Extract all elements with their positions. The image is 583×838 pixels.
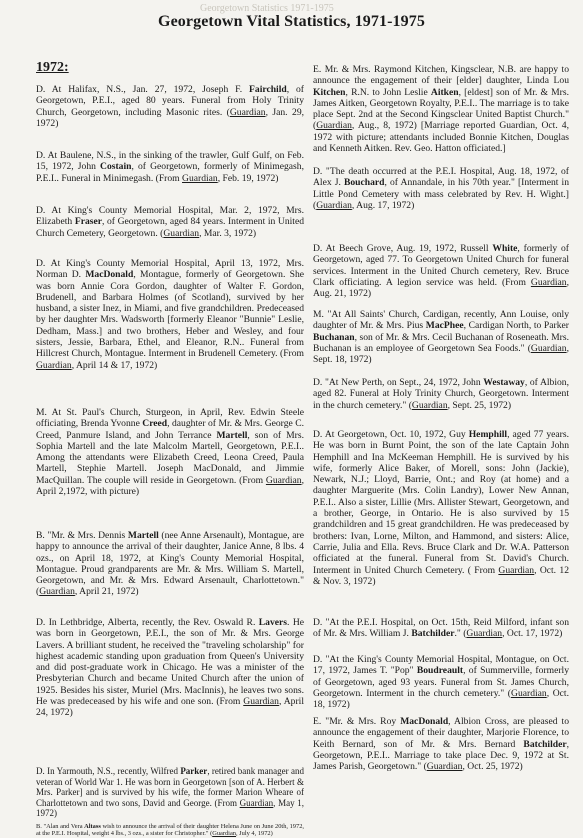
surname: MacDonald (400, 716, 449, 727)
source-name: Guardian (212, 830, 236, 838)
entry-text: , Albion Cross, are pleased to announce the engagement of their daughter, Marjorie Florence, to Keith Bernard, son of Mr. & Mrs. Bernard (313, 716, 569, 750)
source-name: Guardian (163, 227, 200, 239)
entry-text: , Mar. 3, 1972) (199, 227, 257, 239)
entry-text: , Oct. 17, 1972) (502, 628, 563, 640)
entry-westaway (313, 377, 569, 411)
entry-text: wish to announce the arrival of their daughter Helena June on June 20th, 1972, at the P.E.I. Hospital, weight 4 lbs., 3 ozs., a sister for Christopher." ( (36, 823, 304, 838)
entry-text: , formerly of Georgetown, aged 77. To Georgetown United Church for funeral services. Interment in the United Church cemetery, Rev. Bruce Clark officiating. A legion service was held. (From (313, 243, 569, 288)
entry-batchilder (313, 617, 569, 640)
year-heading: 1972: (36, 60, 69, 75)
entry-text: , Aug. 21, 1972) (313, 276, 569, 300)
entry-text: D. "At the P.E.I. Hospital, on Oct. 15th, Reid Milford, infant son of Mr. & Mrs. William J. (313, 617, 569, 640)
entry-text: D. At King's County Memorial Hospital, Mar. 2, 1972, Mrs. Elizabeth (36, 205, 304, 228)
source-name: Guardian (316, 199, 352, 211)
entry-macdonald-2 (313, 716, 569, 772)
entry-fraser (36, 205, 304, 239)
entry-text: , of Albion, aged 82. Funeral at Holy Trinity Church, Georgetown. Interment in the church cemetery." ( (313, 377, 569, 411)
surname: Batchilder (523, 738, 567, 750)
entry-kitchen (313, 64, 569, 154)
entry-text: D. At Halifax, N.S., Jan. 27, 1972, Joseph F. (36, 84, 250, 95)
surname: Lavers (258, 617, 288, 628)
entry-boudreault (313, 654, 569, 710)
entry-text: D. In Yarmouth, N.S., recently, Wilfred (36, 766, 181, 776)
entry-text: , Montague, formerly of Georgetown. She was born Annie Cora Gordon, daughter of Walter F. Gordon, Brudenell, and Barbara Holmes (of Scotland), survived by her husband, a sister Inez, in Miami, and five grandchildren. Predeceased by her daughter Mrs. Wadsworth [formerly Eleanor "Bunnie" Leslie, Dedham, Mass.] and two brothers, Heber and Wesley, and four sisters, Jessie, Barbara, Ethel, and Eleanor, R.N.. Funeral from Hillcrest Church, Montague. Interment in Brudenell Cemetery. (From (36, 269, 305, 360)
entry-text: B. "Alan and Vera (36, 823, 85, 830)
entry-text: D. "At the King's County Memorial Hospital, Montague, on Oct. 17, 1972, James T. "Pop" (313, 654, 569, 677)
entry-text: , of Summerville, formerly of Georgetown, aged 93 years. Funeral from St. James Church, Georgetown. Interment in the church cemetery." ( (313, 665, 569, 699)
bleed-through-header: Georgetown Statistics 1971-1975 (200, 3, 334, 14)
surname: Altass (84, 823, 101, 830)
surname: MacDonald (85, 269, 134, 281)
surname: Fairchild (249, 84, 287, 95)
entry-text: , April 24, 1972) (36, 696, 304, 719)
entry-text: , son of Mr. & Mrs. Cecil Buchanan of Roseneath. Mrs. Buchanan is an employee of Georgetown Sea Foods." ( (313, 331, 569, 354)
entry-text: , April 2,1972, with picture) (36, 474, 304, 498)
entry-creed-martell (36, 407, 304, 497)
entry-text: D. "The death occurred at the P.E.I. Hospital, Aug. 18, 1972, of Alex J. (313, 166, 569, 189)
surname: Martell (127, 530, 159, 541)
entry-text: (nee Anne Arsenault), Montague, are happy to announce the arrival of their daughter, Janice Anne, 8 lbs. 4 ozs., on April 18, 1972, at King's County Memorial Hospital, Montague. Proud grandparents are Mr. & Mrs. William S. Martell, Georgetown, and Mr. & Mrs. Edward Arsenault, Charlottetown." ( (36, 530, 304, 598)
entry-text: ." ( (454, 628, 467, 640)
entry-martell-birth (36, 530, 304, 598)
entry-text: , April 21, 1972) (74, 586, 139, 598)
entry-text: , Sept. 18, 1972) (313, 342, 569, 366)
source-name: Guardian (36, 359, 72, 371)
entry-text: , of Georgetown, aged 84 years. Interment in United Church Cemetery, Georgetown. ( (36, 216, 305, 239)
entry-text: M. At St. Paul's Church, Sturgeon, in April, Rev. Edwin Steele officiating, Brenda Yvonne (36, 407, 304, 430)
surname: Westaway (483, 377, 525, 388)
source-name: Guardian (511, 687, 547, 699)
entry-text: E. "Mr. & Mrs. Roy (313, 716, 401, 727)
entry-text: , Oct. 25, 1972) (462, 761, 523, 773)
source-name: Guardian (229, 106, 266, 118)
source-name: Guardian (466, 628, 503, 640)
entry-text: , Georgetown, P.E.I.. Marriage to take place Dec. 9, 1972 at St. James Parish, Georgetown." ( (313, 738, 569, 773)
entry-text: , of Georgetown, P.E.I., aged 80 years. Funeral from Holy Trinity Church, Georgetown, including Masonic rites. ( (36, 84, 304, 118)
entry-lavers (36, 617, 304, 719)
entry-text: , son of Mrs. Sophia Martell and the late Malcolm Martell, Georgetown, P.E.I.. Among the attendants were Elizabeth Creed, Leona Creed, Paula Martell, Stephie Martell. Joseph MacDonald, and Jimmie MacQuillan. The couple will reside in Georgetown. (From (36, 429, 304, 486)
entry-costain (36, 150, 304, 184)
source-name: Guardian (426, 761, 463, 773)
source-name: Guardian (182, 172, 218, 184)
entry-text: , Cardigan North, to Parker (463, 320, 569, 332)
entry-text: , Sept. 25, 1972) (447, 399, 512, 411)
entry-text: D. In Lethbridge, Alberta, recently, the Rev. Oswald R. (36, 617, 259, 628)
surname: Kitchen (313, 86, 346, 98)
entry-macphee (313, 309, 569, 365)
source-name: Guardian (411, 399, 448, 411)
source-name: Guardian (498, 564, 535, 576)
entry-text: , daughter of Mr. & Mrs. George C. Creed, Panmure Island, and John Terrance (36, 418, 304, 441)
surname: Batchilder (411, 628, 455, 640)
entry-text: D. At Beech Grove, Aug. 19, 1972, Russell (313, 243, 493, 254)
entry-text: , [eldest] son of Mr. & Mrs. James Aitken, Georgetown Royalty, P.E.I.. The marriage is to take place Sept. 2nd at the Second Kingsclear United Baptist Church." ( (313, 86, 569, 132)
entry-text: , May 1, 1972) (36, 797, 304, 819)
surname: Boudreault (416, 665, 464, 677)
source-name: Guardian (316, 120, 352, 132)
surname: Hemphill (468, 429, 508, 440)
entry-text: , Oct. 18, 1972) (313, 687, 569, 711)
entry-text: , R.N. to John Leslie (345, 86, 431, 98)
entry-hemphill (313, 429, 569, 587)
surname: Buchanan (313, 331, 355, 343)
entry-text: , aged 77 years. He was born in Burnt Point, the son of the late Captain John Hemphill and Ina McKeeman Hemphill. He is survived by his wife, formerly Alice Baker, of Morell, sons: John (Jackie), Newark, N.J.; Lloyd, Barrie, Ont.; and Roy (at home) and a daughter Marguerite (Mrs. Colin Landry), Lower New Annan, P.E.I.. Also a sister, Lillie (Mrs. Allister Stewart, Georgetown, and a brother, George, in Ontario. He is also survived by 15 grandchildren and 15 great grandchildren. He was predeceased by brothers: Ivan, Lorne, Milton, and Hammond, and sisters: Alice, Carrie, Julia and Ella. Revs. Bruce Clark and Dr. W.A. Patterson officiated at the funeral. Funeral from St. David's Church. Interment in United Church Cemetery. ( From (313, 429, 569, 576)
entry-text: , of Georgetown, formerly of Minimegash, P.E.I.. Funeral in Minimegash. (From (36, 161, 304, 184)
entry-text: D. At King's County Memorial Hospital, April 13, 1972, Mrs. Norman D. (36, 258, 304, 281)
entry-macdonald-1 (36, 258, 304, 371)
surname: MacPhee (425, 320, 464, 332)
source-name: Guardian (530, 276, 567, 288)
surname: Fraser (74, 216, 102, 228)
entry-altass (36, 823, 304, 838)
page-title: Georgetown Vital Statistics, 1971-1975 (158, 13, 425, 30)
source-name: Guardian (239, 797, 274, 808)
entry-text: , Feb. 19, 1972) (217, 172, 279, 184)
entry-text: M. "At All Saints' Church, Cardigan, recently, Ann Louise, only daughter of Mr. & Mrs. Pius (313, 309, 569, 332)
entry-white (313, 243, 569, 299)
entry-text: , July 4, 1972) (235, 830, 273, 838)
entry-text: E. Mr. & Mrs. Raymond Kitchen, Kingsclear, N.B. are happy to announce the engagement of their [elder] daughter, Linda Lou (313, 64, 569, 87)
source-name: Guardian (243, 696, 279, 708)
entry-text: . He was born in Georgetown, P.E.I., the son of Mr. & Mrs. George Lavers. A brilliant student, he received the "traveling scholarship" for highest academic standing upon graduation from Queen's University and did post-graduate work in Chicago. He was a minister of the Presbyterian Church and became United Church after the union of 1925. Besides his sister, Muriel (Mrs. MacInnis), he leaves two sons. He was predeceased by his wife and one son. (From (36, 617, 304, 708)
entry-text: , of Annandale, in his 70th year." [Interment in Little Pond Cemetery with mass celebrated by Rev. H. Wight.] ( (313, 177, 569, 211)
entry-text: , April 14 & 17, 1972) (71, 359, 158, 371)
entry-text: , Jan. 29, 1972) (36, 106, 305, 129)
entry-text: , Aug. 17, 1972) (351, 199, 415, 211)
source-name: Guardian (265, 474, 302, 486)
entry-parker (36, 766, 304, 819)
entry-text: , Oct. 12 & Nov. 3, 1972) (313, 564, 569, 587)
entry-text: , retired bank manager and veteran of World War 1. He was born in Georgetown [son of A. Herbert & Mrs. Parker] and is survived by his wife, the former Marion Wheare of Charlottetown and two sons, David and George. (From (36, 766, 304, 808)
entry-text: , Aug., 8, 1972) [Marriage reported Guardian, Oct. 4, 1972 with picture; attendants included Bonnie Kitchen, Douglas and Kenneth Aitken. Rev. Geo. Hatton officiated.] (313, 120, 569, 155)
entry-text: B. "Mr. & Mrs. Dennis (36, 530, 128, 541)
entry-text: D. At Baulene, N.S., in the sinking of the trawler, Gulf Gulf, on Feb. 15, 1972, John (36, 150, 304, 173)
surname: Parker (180, 766, 208, 776)
entry-text: D. "At New Perth, on Sept., 24, 1972, John (313, 377, 484, 388)
entry-bouchard (313, 166, 569, 211)
surname: Creed (142, 418, 168, 430)
surname: White (492, 243, 518, 254)
entry-costain-fairchild (36, 84, 304, 129)
entry-text: D. At Georgetown, Oct. 10, 1972, Guy (313, 429, 469, 440)
source-name: Guardian (530, 342, 567, 354)
surname: Aitken (430, 86, 459, 98)
source-name: Guardian (39, 586, 75, 598)
surname: Costain (100, 161, 132, 173)
surname: Martell (216, 429, 248, 441)
surname: Bouchard (343, 177, 385, 189)
